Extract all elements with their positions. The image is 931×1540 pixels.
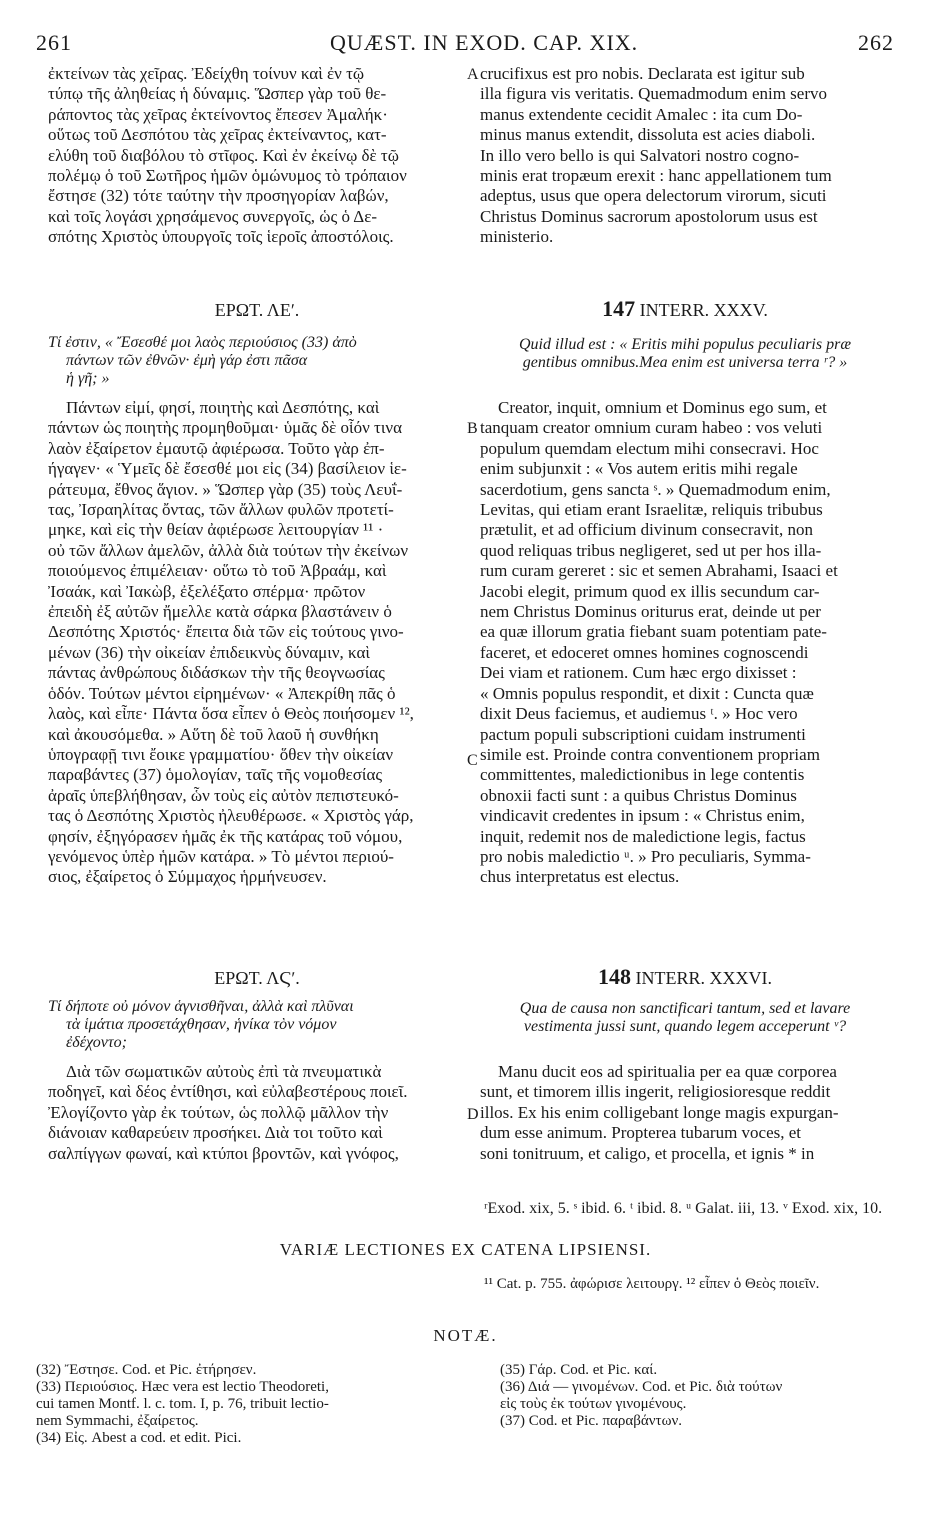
note-line: (32) Ἔστησε. Cod. et Pic. ἐτήρησεν. <box>36 1362 257 1378</box>
notae-left-column <box>36 1362 456 1447</box>
text-line: Τί ἐστιν, « Ἔσεσθέ μοι λαὸς περιούσιος (33) ἀπὸ <box>48 334 357 351</box>
text-line: καὶ ἀκουσόμεθα. » Αὕτη δὲ τοῦ λαοῦ ἡ συνθήκη <box>48 724 379 744</box>
text-line: vestimenta jussi sunt, quando legem acceperunt ᵛ? <box>523 1018 847 1035</box>
greek-question-36 <box>48 998 466 1052</box>
note-line: (37) Cod. et Pic. παραβάντων. <box>500 1413 682 1429</box>
note-line: (36) Διά — γινομένων. Cod. et Pic. διὰ τούτων <box>500 1379 783 1395</box>
text-line: soni tonitruum, et caligo, et procella, et ignis * in <box>480 1143 815 1163</box>
text-line: Ἐλογίζοντο γὰρ ἐκ τούτων, ὡς πολλῷ μᾶλλον τὴν <box>48 1102 389 1122</box>
greek-heading-35: ΕΡΩΤ. ΛΕʹ. <box>214 300 300 320</box>
text-line: πάντων ὡς ποιητὴς προμηθοῦμαι· ὑμᾶς δὲ οἷόν τινα <box>48 418 403 438</box>
text-line: gentibus omnibus.Mea enim est universa terra ʳ? » <box>522 354 848 371</box>
text-line: dixit Deus faciemus, et audiemus ᵗ. » Hoc vero <box>480 704 798 724</box>
text-line: Jacobi elegit, primum quod ex illis secundum car- <box>480 581 820 601</box>
greek-heading-36: ΕΡΩΤ. ΛϚʹ. <box>214 968 300 988</box>
text-line: τας ὁ Δεσπότης Χριστὸς ἠλευθέρωσε. « Χριστὸς γάρ, <box>48 806 414 826</box>
latin-body-36 <box>480 1062 890 1164</box>
variae-lectiones-line: ¹¹ Cat. p. 755. ἀφώρισε λειτουργ. ¹² εἶπεν ὁ Θεὸς ποιεῖν. <box>484 1276 820 1292</box>
text-line: rum curam gereret : sic et semen Abrahami, Isaaci et <box>480 561 838 581</box>
page-number-left: 261 <box>36 30 72 55</box>
text-line: Manu ducit eos ad spiritualia per ea quæ corporea <box>498 1062 837 1081</box>
text-line: Creator, inquit, omnium et Dominus ego sum, et <box>498 398 827 417</box>
note-line: (33) Περιούσιος. Hæc vera est lectio Theodoreti, <box>36 1379 329 1395</box>
text-line: Levitas, qui etiam erant Israelitæ, reliquis tribubus <box>480 500 823 520</box>
latin-body-35 <box>480 398 890 888</box>
note-line: (34) Εἰς. Abest a cod. et edit. Pici. <box>36 1430 242 1446</box>
note-line: (35) Γάρ. Cod. et Pic. καί. <box>500 1362 658 1378</box>
note-line: cui tamen Montf. l. c. tom. I, p. 76, tribuit lectio- <box>36 1396 329 1412</box>
latin-heading-label: INTERR. XXXVI. <box>635 968 772 988</box>
text-line: σπότης Χριστὸς ὑπουργοῖς τοῖς ἱεροῖς ἀποστόλοις. <box>48 227 394 247</box>
text-line: enim subjunxit : « Vos autem eritis mihi regale <box>480 459 798 479</box>
text-line: nem Christus Dominus oriturus erat, deinde ut per <box>480 602 821 622</box>
text-line: crucifixus est pro nobis. Declarata est igitur sub <box>480 64 805 83</box>
text-line: πολέμῳ ὁ τοῦ Σωτῆρος ἡμῶν ὁμώνυμος τὸ τρόπαιον <box>48 166 407 186</box>
text-line: ράτευμα, ἔθνος ἅγιον. » Ὥσπερ γὰρ (35) τοὺς Λευΐ- <box>48 479 403 499</box>
margin-letter-b: B <box>467 420 478 437</box>
latin-heading-35 <box>480 296 890 322</box>
text-line: ὑπογραφῇ τινι ἔοικε γραμματίου· ὅθεν τὴν οἰκείαν <box>48 744 394 764</box>
text-line: inquit, redemit nos de maledictione legis, factus <box>480 826 806 846</box>
text-line: obnoxii facti sunt : a quibus Christus Dominus <box>480 785 797 805</box>
text-line: Τί δήποτε οὐ μόνον ἁγνισθῆναι, ἀλλὰ καὶ πλῦναι <box>48 998 354 1015</box>
text-line: γενόμενος ὑπὲρ ἡμῶν κατάρα. » Τὸ μέντοι περιού- <box>48 846 394 866</box>
text-line: ministerio. <box>480 227 554 247</box>
text-line: vindicavit credentes in ipsum : « Christus enim, <box>480 806 805 826</box>
text-line: ποιούμενος ἐπιμέλειαν· οὕτω τὸ τοῦ Ἀβραάμ, καὶ <box>48 561 387 581</box>
text-line: prætulit, et ad officium divinum consecravit, non <box>480 520 814 540</box>
text-line: adeptus, usus que opera delectorum virorum, sicuti <box>480 186 827 206</box>
text-line: διάνοιαν καθαρεύειν προσήκει. Διὰ τοι τοῦτο καὶ <box>48 1123 383 1143</box>
margin-letter-d: D <box>467 1106 479 1123</box>
margin-letter-a: A <box>467 66 479 83</box>
text-line: ea quæ illorum gratia fiebant suam potentiam pate- <box>480 622 827 642</box>
text-line: Quid illud est : « Eritis mihi populus peculiaris præ <box>518 336 851 353</box>
text-line: pactum populi subscriptioni cuidam instrumenti <box>480 724 806 744</box>
text-line: Δεσπότης Χριστός· ἔπειτα διὰ τῶν εἰς τούτους γινο- <box>48 622 404 642</box>
latin-continuation <box>480 64 890 248</box>
text-line: sunt, et timorem illis ingerit, religiosioresque reddit <box>480 1082 831 1102</box>
text-line: populum quemdam electum mihi consecravi. Hoc <box>480 438 819 458</box>
note-line: εἰς τοὺς ἐκ τούτων γινομένους. <box>500 1396 687 1412</box>
greek-continuation <box>48 64 466 248</box>
text-line: ποδηγεῖ, καὶ δέος ἐντίθησι, καὶ εὐλαβεστέρους ποιεῖ. <box>48 1082 408 1102</box>
text-line: ἐδέχοντο; <box>66 1034 127 1051</box>
text-line: Πάντων εἰμί, φησί, ποιητὴς καὶ Δεσπότης, καὶ <box>66 398 380 417</box>
text-line: ἔστησε (32) τότε ταύτην τὴν προσηγορίαν λαβών, <box>48 186 389 206</box>
text-line: σαλπίγγων φωναί, καὶ κτύποι βροντῶν, καὶ γνόφος, <box>48 1143 399 1163</box>
text-line: In illo vero bello is qui Salvatori nostro cogno- <box>480 145 800 165</box>
text-line: μηκε, καὶ εἰς τὴν θείαν ἀφιέρωσε λειτουργίαν ¹¹ · <box>48 520 384 540</box>
notae-right-column <box>500 1362 900 1430</box>
text-line: faceret, et edoceret omnes homines cognoscendi <box>480 642 809 662</box>
text-line: Διὰ τῶν σωματικῶν αὐτοὺς ἐπὶ τὰ πνευματικὰ <box>66 1062 382 1081</box>
variae-lectiones-title: VARIÆ LECTIONES EX CATENA LIPSIENSI. <box>279 1240 652 1259</box>
page-number-right: 262 <box>858 30 894 55</box>
greek-body-35 <box>48 398 466 888</box>
text-line: φησίν, ἐξηγόρασεν ἡμᾶς ἐκ τῆς κατάρας τοῦ νόμου, <box>48 826 403 846</box>
note-line: nem Symmachi, ἐξαίρετος. <box>36 1413 199 1429</box>
text-line: Christus Dominus sacrorum apostolorum usus est <box>480 206 818 226</box>
text-line: pro nobis maledictio ᵘ. » Pro peculiaris, Symma- <box>480 846 811 866</box>
text-line: minis erat tropæum erexit : hanc appellationem tum <box>480 166 832 186</box>
greek-question-35 <box>48 334 466 388</box>
text-line: μένων (36) τὴν οἰκείαν ἐπιδεικνὺς δύναμιν, καὶ <box>48 642 370 662</box>
text-line: παραβάντες (37) ὁμολογίαν, ταῖς τῆς νομοθεσίας <box>48 765 383 785</box>
latin-heading-36 <box>480 964 890 990</box>
text-line: λαὸν ἐξαίρετον ἐμαυτῷ ἀφιέρωσα. Τοῦτο γὰρ ἐπ- <box>48 438 385 458</box>
text-line: πάντων τῶν ἐθνῶν· ἐμὴ γάρ ἐστι πᾶσα <box>66 352 308 369</box>
text-line: chus interpretatus est electus. <box>480 867 680 887</box>
text-line: sacerdotium, gens sancta ˢ. » Quemadmodum enim, <box>480 479 831 499</box>
text-line: ἐκτείνων τὰς χεῖρας. Ἐδείχθη τοίνυν καὶ ἐν τῷ <box>48 64 365 83</box>
text-line: οὕτως τοῦ Δεσπότου τὰς χεῖρας ἐκτείναντος, κατ- <box>48 125 387 145</box>
text-line: πάντας ἀνθρώπους διδάσκων τὴν τῆς θεογνωσίας <box>48 663 385 683</box>
text-line: ἐπειδὴ ἐξ αὐτῶν ἤμελλε κατὰ σάρκα βλαστάνειν ὁ <box>48 602 392 622</box>
text-line: simile est. Proinde contra conventionem propriam <box>480 744 820 764</box>
text-line: Ἰσαάκ, καὶ Ἰακὼβ, ἐξελέξατο σπέρμα· πρῶτον <box>48 581 366 601</box>
text-line: τύπῳ τῆς ἀληθείας ἡ δύναμις. Ὥσπερ γὰρ τοῦ θε- <box>48 84 387 104</box>
text-line: ελύθη τοῦ διαβόλου τὸ στῖφος. Καὶ ἐν ἐκείνῳ δὲ τῷ <box>48 145 399 165</box>
latin-heading-label: INTERR. XXXV. <box>639 300 768 320</box>
column-number-148: 148 <box>598 964 631 989</box>
text-line: committentes, maledictionibus in lege contentis <box>480 765 805 785</box>
text-line: quod reliquas tribus negligeret, sed ut per hos illa- <box>480 540 822 560</box>
latin-question-35 <box>480 336 890 372</box>
margin-letter-c: C <box>467 752 478 769</box>
text-line: dum esse animum. Propterea tubarum voces, et <box>480 1123 802 1143</box>
text-line: τας, Ἰσραηλίτας ὄντας, τῶν ἄλλων φυλῶν προτετί- <box>48 500 394 520</box>
text-line: minus manus extendit, dissoluta est acies diaboli. <box>480 125 816 145</box>
text-line: ράποντος τὰς χεῖρας ἐκτείνοντος ἔπεσεν Ἀμαλήκ· <box>48 104 388 124</box>
text-line: « Omnis populus respondit, et dixit : Cuncta quæ <box>480 683 814 703</box>
latin-question-36 <box>480 1000 890 1036</box>
scripture-footnotes: ʳExod. xix, 5. ˢ ibid. 6. ᵗ ibid. 8. ᵘ Galat. iii, 13. ᵛ Exod. xix, 10. <box>484 1200 883 1217</box>
text-line: ὁδόν. Τούτων μέντοι εἰρημένων· « Ἀπεκρίθη πᾶς ὁ <box>48 683 396 703</box>
text-line: Dei viam et rationem. Cum hæc ergo dixisset : <box>480 663 797 683</box>
text-line: tanquam creator omnium curam habeo : vos veluti <box>480 418 823 438</box>
text-line: illos. Ex his enim colligebant longe magis expurgan- <box>480 1102 839 1122</box>
text-line: λαὸς, καὶ εἶπε· Πάντα ὅσα εἶπεν ὁ Θεὸς ποιήσομεν ¹², <box>48 704 414 724</box>
text-line: ἀραῖς ὑπεβλήθησαν, ὧν τοὺς εἰς αὐτὸν πεπιστευκό- <box>48 785 399 805</box>
running-title: QUÆST. IN EXOD. CAP. XIX. <box>330 30 639 55</box>
text-line: manus extendente cecidit Amalec : ita cum Do- <box>480 104 803 124</box>
running-header <box>0 30 931 60</box>
column-number-147: 147 <box>602 296 636 321</box>
text-line: σιος, ἐξαίρετος ὁ Σύμμαχος ἡρμήνευσεν. <box>48 867 327 887</box>
text-line: οὐ τῶν ἄλλων ἀμελῶν, ἀλλὰ διὰ τούτων τὴν ἐκείνων <box>48 540 409 560</box>
greek-body-36 <box>48 1062 466 1164</box>
text-line: τὰ ἱμάτια προσετάχθησαν, ἡνίκα τὸν νόμον <box>66 1016 337 1033</box>
text-line: Qua de causa non sanctificari tantum, sed et lavare <box>519 1000 851 1017</box>
text-line: καὶ τοῖς λογάσι χρησάμενος συνεργοῖς, ὡς ὁ Δε- <box>48 206 378 226</box>
text-line: illa figura vis veritatis. Quemadmodum enim servo <box>480 84 828 104</box>
notae-title: NOTÆ. <box>433 1326 498 1345</box>
text-line: ήγαγεν· « Ὑμεῖς δὲ ἔσεσθέ μοι εἰς (34) βασίλειον ἱε- <box>48 459 407 479</box>
text-line: ἡ γῆ; » <box>66 370 110 387</box>
